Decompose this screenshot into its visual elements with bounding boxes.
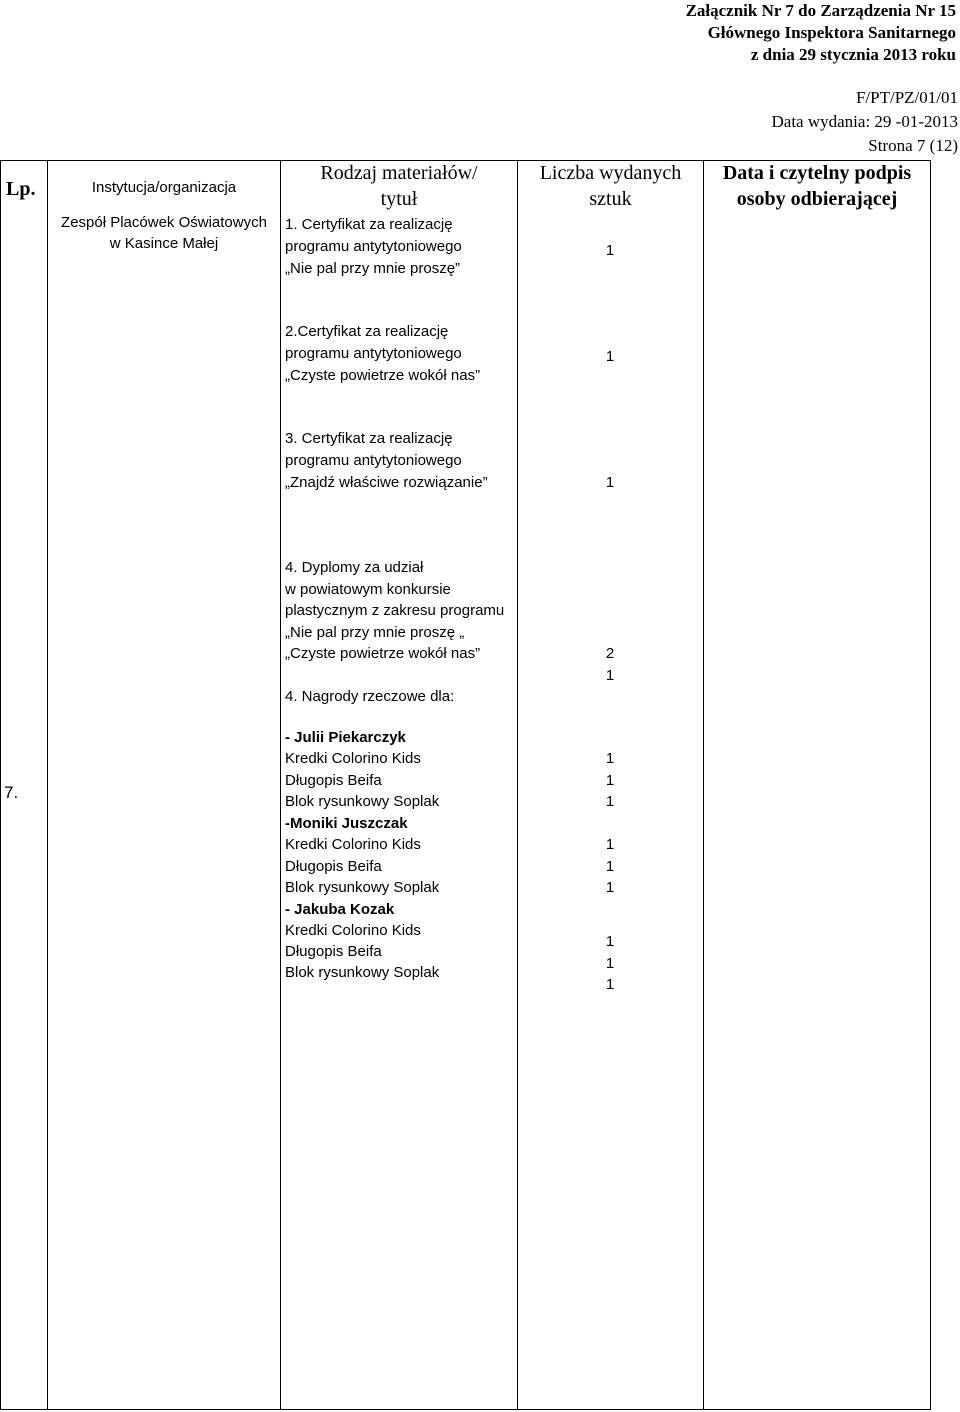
recipient-name: -Moniki Juszczak xyxy=(285,815,408,832)
column-divider xyxy=(703,160,704,1410)
header-count-line1: Liczba wydanych xyxy=(539,162,682,184)
prize-count: 1 xyxy=(605,772,615,789)
prize-name: Blok rysunkowy Soplak xyxy=(285,964,440,981)
prize-name: Długopis Beifa xyxy=(285,858,382,875)
item-text-line: „Nie pal przy mnie proszę „ xyxy=(285,624,465,641)
item-count: 1 xyxy=(605,667,615,684)
prize-name: Kredki Colorino Kids xyxy=(285,836,421,853)
item-count: 2 xyxy=(605,645,615,662)
prizes-heading: 4. Nagrody rzeczowe dla: xyxy=(285,688,455,705)
recipient-name: - Julii Piekarczyk xyxy=(285,729,406,746)
prize-name: Długopis Beifa xyxy=(285,772,382,789)
item-count: 1 xyxy=(605,242,615,259)
prize-name: Blok rysunkowy Soplak xyxy=(285,793,440,810)
attachment-title: Załącznik Nr 7 do Zarządzenia Nr 15 xyxy=(685,1,956,20)
prize-count: 1 xyxy=(605,933,615,950)
prize-name: Kredki Colorino Kids xyxy=(285,750,421,767)
prize-count: 1 xyxy=(605,976,615,993)
item-text-line: „Znajdź właściwe rozwiązanie” xyxy=(285,474,488,491)
column-divider xyxy=(47,160,48,1410)
row-lp: 7. xyxy=(4,783,19,802)
header-count-line2: sztuk xyxy=(589,188,632,210)
item-text-line: 3. Certyfikat za realizację xyxy=(285,430,453,447)
table-border-right xyxy=(930,160,931,1410)
regulation-date: z dnia 29 stycznia 2013 roku xyxy=(750,45,956,64)
item-count: 1 xyxy=(605,474,615,491)
item-text-line: programu antytytoniowego xyxy=(285,345,462,362)
item-text-line: plastycznym z zakresu programu xyxy=(285,602,505,619)
institution-name-line2: w Kasince Małej xyxy=(109,235,219,252)
prize-count: 1 xyxy=(605,879,615,896)
header-signature-line2: osoby odbierającej xyxy=(736,188,898,210)
item-text-line: programu antytytoniowego xyxy=(285,238,462,255)
item-text-line: w powiatowym konkursie xyxy=(285,581,451,598)
issuer-line: Głównego Inspektora Sanitarnego xyxy=(707,23,956,42)
prize-count: 1 xyxy=(605,793,615,810)
item-text-line: 4. Dyplomy za udział xyxy=(285,559,424,576)
header-institution: Instytucja/organizacja xyxy=(91,179,237,196)
item-text-line: „Nie pal przy mnie proszę” xyxy=(285,260,461,277)
header-material-line1: Rodzaj materiałów/ xyxy=(320,162,478,184)
column-divider xyxy=(517,160,518,1410)
item-text-line: „Czyste powietrze wokół nas” xyxy=(285,645,481,662)
header-lp: Lp. xyxy=(6,178,36,200)
prize-count: 1 xyxy=(605,836,615,853)
page-number: Strona 7 (12) xyxy=(868,136,958,155)
institution-name-line1: Zespół Placówek Oświatowych xyxy=(61,214,267,231)
form-code: F/PT/PZ/01/01 xyxy=(855,88,958,107)
prize-name: Kredki Colorino Kids xyxy=(285,922,421,939)
table-border-left xyxy=(0,160,1,1410)
prize-name: Blok rysunkowy Soplak xyxy=(285,879,440,896)
recipient-name: - Jakuba Kozak xyxy=(285,901,395,918)
item-text-line: „Czyste powietrze wokół nas” xyxy=(285,367,481,384)
item-text-line: programu antytytoniowego xyxy=(285,452,462,469)
item-text-line: 1. Certyfikat za realizację xyxy=(285,216,453,233)
prize-name: Długopis Beifa xyxy=(285,943,382,960)
table-bottom-border xyxy=(0,1409,931,1410)
item-count: 1 xyxy=(605,348,615,365)
item-text-line: 2.Certyfikat za realizację xyxy=(285,323,449,340)
header-signature-line1: Data i czytelny podpis xyxy=(722,162,912,184)
prize-count: 1 xyxy=(605,955,615,972)
column-divider xyxy=(280,160,281,1410)
header-material-line2: tytuł xyxy=(380,188,418,210)
prize-count: 1 xyxy=(605,858,615,875)
prize-count: 1 xyxy=(605,750,615,767)
issue-date: Data wydania: 29 -01-2013 xyxy=(771,112,958,131)
